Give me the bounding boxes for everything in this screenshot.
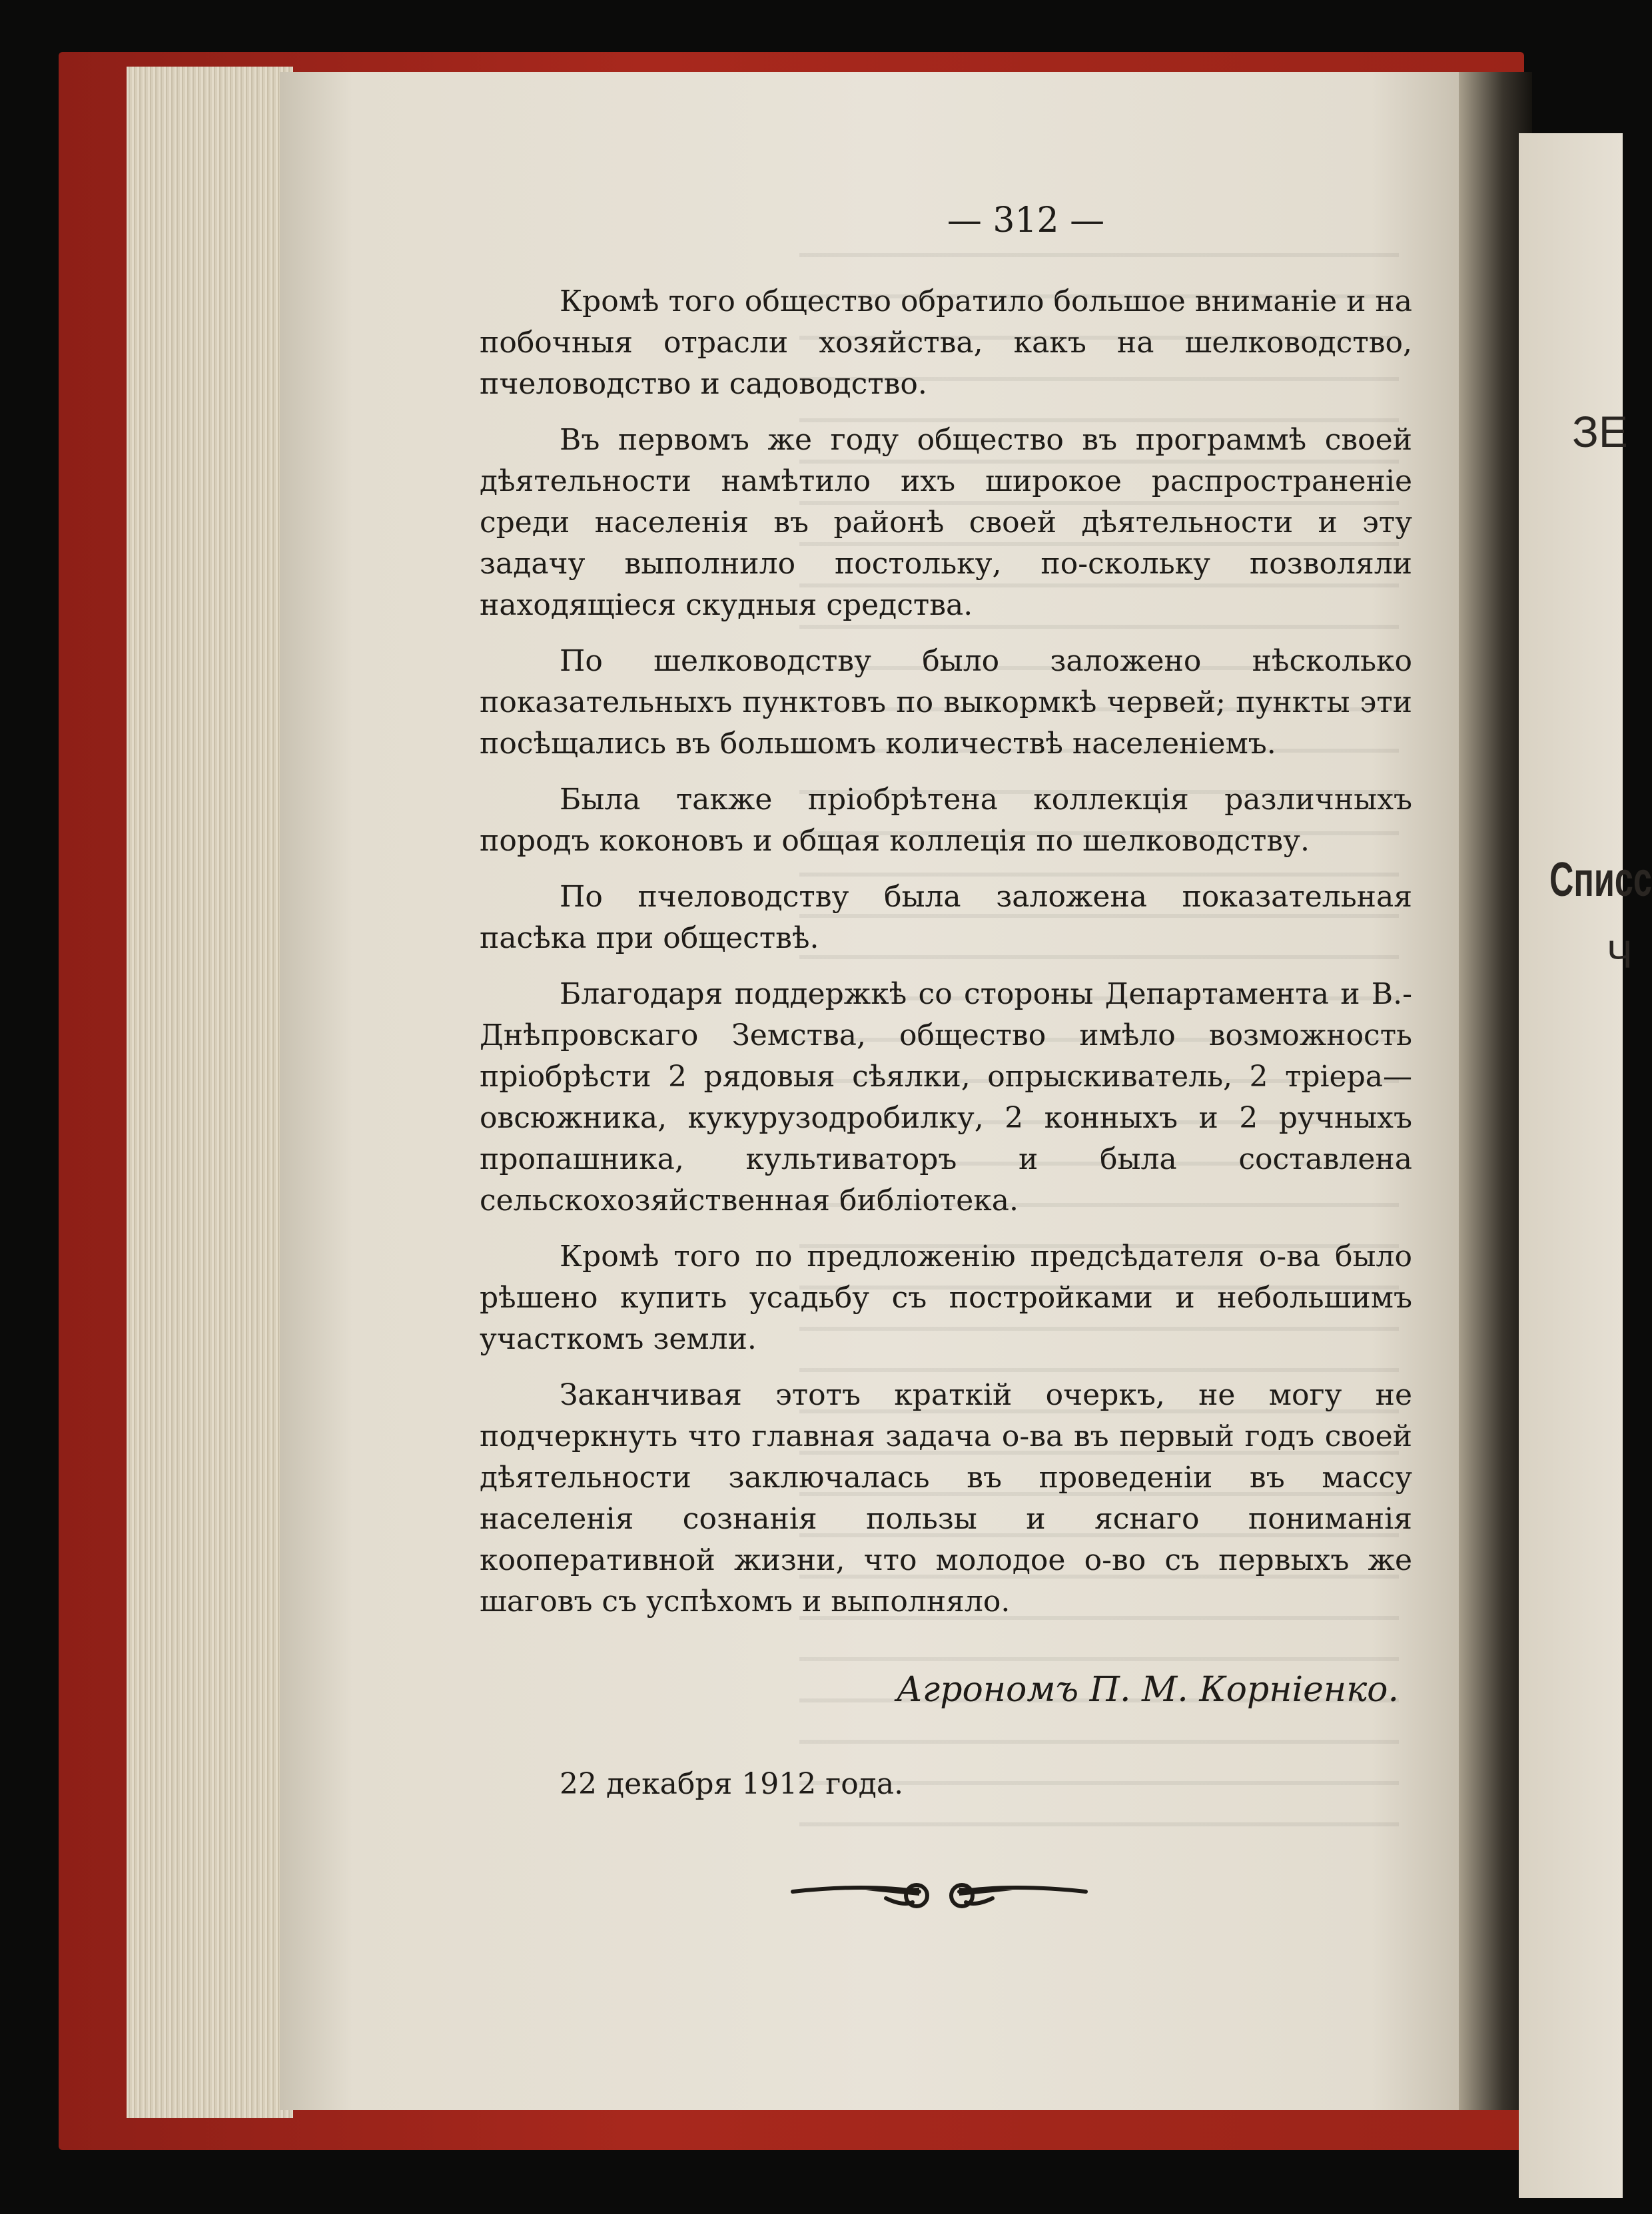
page-content [480, 200, 1412, 1805]
paragraph: Кромѣ того общество обратило большое вниманіе и на побочныя отрасли хозяйства, какъ на шелководство, пчеловодство и садоводство. [480, 284, 1412, 401]
page-number: — 312 — [947, 200, 1105, 240]
paragraph: По шелководству было заложено нѣсколько показательныхъ пунктовъ по выкормкѣ червей; пункты эти посѣщались въ большомъ количествѣ населеніемъ. [480, 644, 1412, 761]
paragraph: Благодаря поддержкѣ со стороны Департамента и В.-Днѣпровскаго Земства, общество имѣло возможность пріобрѣсти 2 рядовыя сѣялки, опрыскиватель, 2 тріера—овсюжника, кукурузодробилку, 2 конныхъ и 2 ручныхъ пропашника, культиваторъ и была составлена сельскохозяйственная библіотека. [480, 977, 1412, 1218]
next-page-fragment-3: Ч [1607, 933, 1633, 976]
signature: Агрономъ П. М. Корніенко. [896, 1670, 1399, 1710]
next-page-fragment-1: ЗЕ [1572, 407, 1628, 456]
paragraph: Заканчивая этотъ краткій очеркъ, не могу не подчеркнуть что главная задача о-ва въ первый годъ своей дѣятельности заключалась въ проведеніи въ массу населенія сознанія пользы и яснаго пониманія кооперативной жизни, что молодое о-во съ первыхъ же шаговъ съ успѣхомъ и выполняло. [480, 1378, 1412, 1619]
paragraph: Была также пріобрѣтена коллекція различныхъ породъ коконовъ и общая коллеція по шелководству. [480, 783, 1412, 858]
page-edges [127, 67, 293, 2118]
paragraph: Въ первомъ же году общество въ программѣ своей дѣятельности намѣтило ихъ широкое распространеніе среди населенія въ районѣ своей дѣятельности и эту задачу выполнило постольку, по-скольку позволяли находящіеся скудныя средства. [480, 423, 1412, 622]
date: 22 декабря 1912 года. [560, 1767, 904, 1801]
ornament-divider-icon [786, 1865, 1092, 1918]
paragraph: По пчеловодству была заложена показательная пасѣка при обществѣ. [480, 880, 1412, 955]
next-page-fragment-2: Списс [1549, 853, 1652, 907]
paragraph: Кромѣ того по предложенію предсѣдателя о-ва было рѣшено купить усадьбу съ постройками и небольшимъ участкомъ земли. [480, 1240, 1412, 1356]
